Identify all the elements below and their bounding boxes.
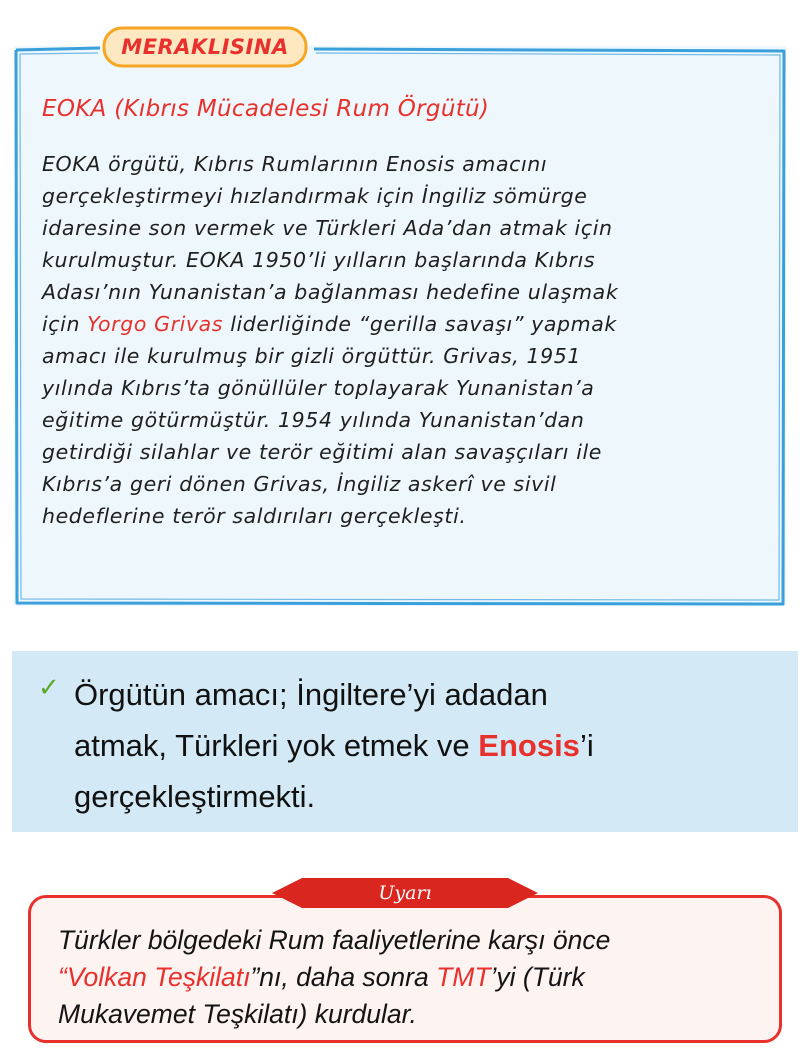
body-text: liderliğinde “gerilla savaşı” yapmak xyxy=(223,312,617,336)
warning-line: Mukavemet Teşkilatı) kurdular. xyxy=(58,999,417,1029)
meraklisina-label xyxy=(100,24,310,70)
info-line xyxy=(74,720,784,771)
warning-label-text: Uyarı xyxy=(378,882,432,904)
info-line: gerçekleştirmekti. xyxy=(74,779,316,814)
body-line: Kıbrıs’a geri dönen Grivas, İngiliz askerî ve sivil xyxy=(42,472,557,496)
warning-highlight: TMT xyxy=(436,962,491,992)
body-line: eğitime götürmüştür. 1954 yılında Yunanistan’dan xyxy=(42,408,585,432)
warning-line: Türkler bölgedeki Rum faaliyetlerine karşı önce xyxy=(58,925,611,955)
body-line: amacı ile kurulmuş bir gizli örgüttür. Grivas, 1951 xyxy=(42,344,582,368)
meraklisina-heading: EOKA (Kıbrıs Mücadelesi Rum Örgütü) xyxy=(42,96,490,122)
body-line: idaresine son vermek ve Türkleri Ada’dan atmak için xyxy=(42,216,613,240)
info-line: Örgütün amacı; İngiltere’yi adadan xyxy=(74,677,548,712)
check-icon: ✓ xyxy=(38,673,60,703)
meraklisina-label-text: MERAKLISINA xyxy=(121,35,289,59)
meraklisina-body xyxy=(42,148,772,532)
warning-highlight: Volkan Teşkilatı xyxy=(66,962,251,992)
body-text: için xyxy=(42,312,88,336)
body-line: gerçekleştirmeyi hızlandırmak için İngiliz sömürge xyxy=(42,184,588,208)
info-text-part: atmak, Türkleri yok etmek ve xyxy=(74,728,479,763)
body-line: kurulmuştur. EOKA 1950’li yılların başlarında Kıbrıs xyxy=(42,248,596,272)
body-line xyxy=(42,308,772,340)
warning-text-part: ’yi (Türk xyxy=(490,962,585,992)
quote-mark: “ xyxy=(58,962,67,992)
body-line: getirdiği silahlar ve terör eğitimi alan savaşçıları ile xyxy=(42,440,603,464)
warning-text xyxy=(58,922,778,1033)
warning-label xyxy=(272,876,538,916)
body-line: hedeflerine terör saldırıları gerçekleşti. xyxy=(42,504,467,528)
highlight-name: Yorgo Grivas xyxy=(87,312,224,336)
warning-text-part: ”nı, daha sonra xyxy=(250,962,437,992)
info-text xyxy=(74,669,784,822)
info-band xyxy=(12,651,798,832)
body-line: yılında Kıbrıs’ta gönüllüler toplayarak Yunanistan’a xyxy=(42,376,595,400)
warning-line xyxy=(58,959,778,996)
body-line: EOKA örgütü, Kıbrıs Rumlarının Enosis amacını xyxy=(42,152,548,176)
info-highlight: Enosis xyxy=(478,728,580,763)
body-line: Adası’nın Yunanistan’a bağlanması hedefine ulaşmak xyxy=(42,280,619,304)
info-text-part: ’i xyxy=(579,728,594,763)
